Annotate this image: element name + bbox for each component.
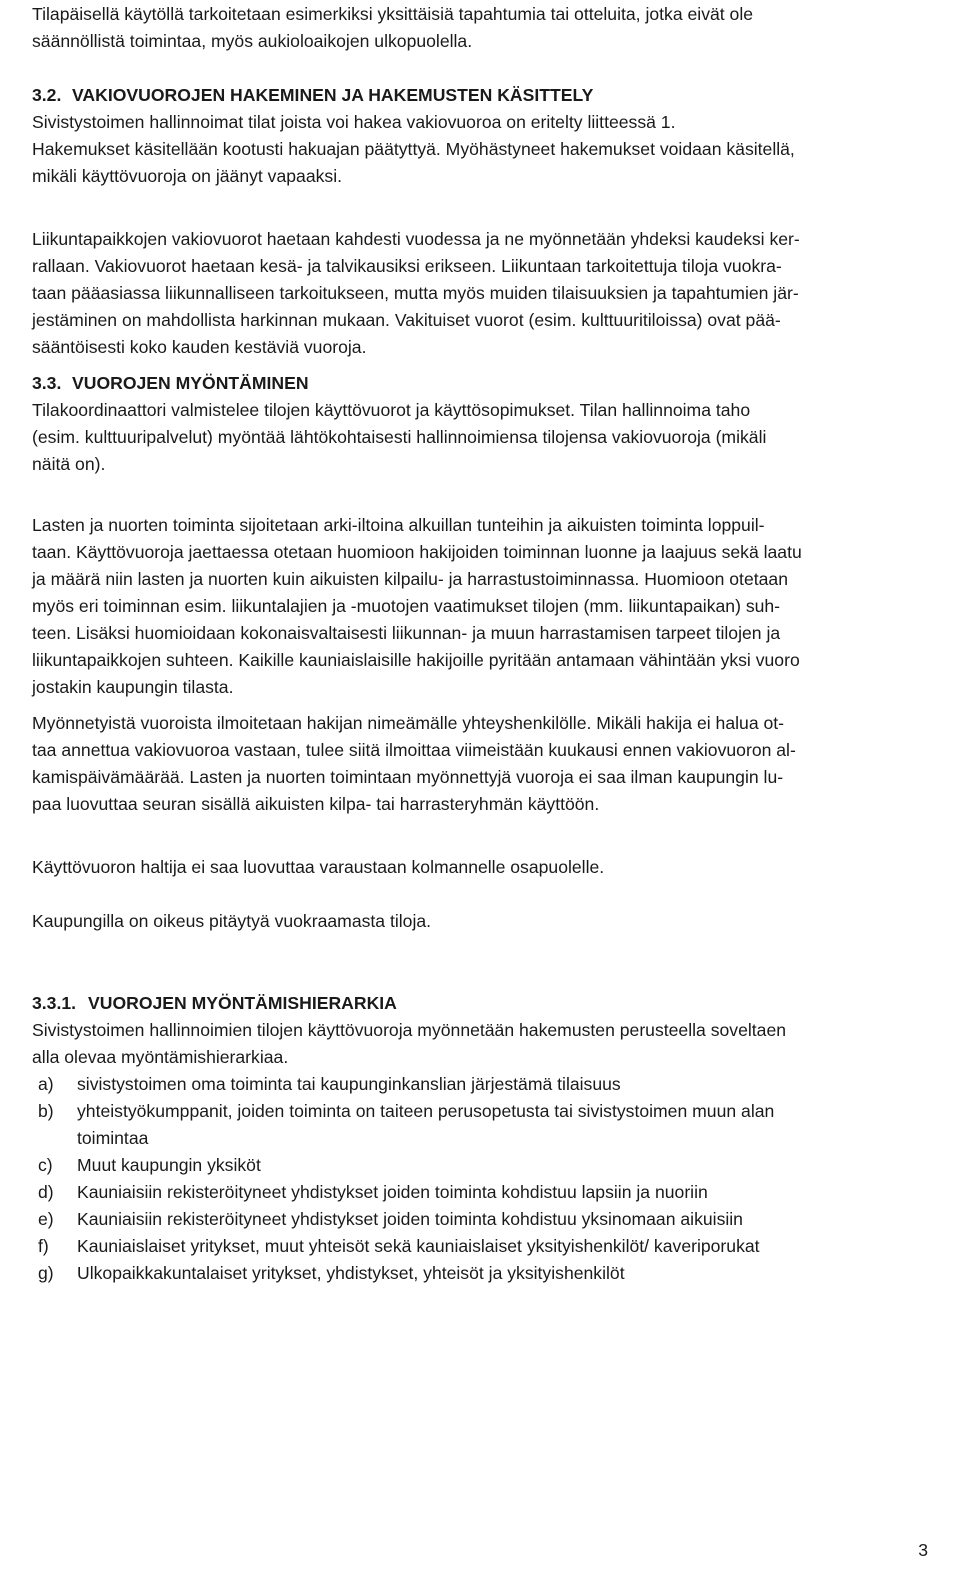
paragraph: [32, 397, 932, 478]
text-line: Kaupungilla on oikeus pitäytyä vuokraamasta tiloja.: [32, 911, 432, 931]
text-line: taa annettua vakiovuoroa vastaan, tulee siitä ilmoittaa viimeistään kuukausi ennen vakiovuoron al-: [32, 740, 796, 760]
text-line: ja määrä niin lasten ja nuorten kuin aikuisten kilpailu- ja harrastustoiminnassa. Huomioon otetaan: [32, 569, 788, 589]
list-marker: c): [38, 1155, 53, 1175]
list-marker: g): [38, 1263, 54, 1283]
text-line: Lasten ja nuorten toiminta sijoitetaan arki-iltoina alkuillan tunteihin ja aikuisten toiminta loppuil-: [32, 515, 765, 535]
paragraph: [32, 854, 932, 881]
section-title: VAKIOVUOROJEN HAKEMINEN JA HAKEMUSTEN KÄSITTELY: [72, 85, 594, 105]
text-line: myös eri toiminnan esim. liikuntalajien ja -muotojen vaatimukset tilojen (mm. liikuntapaikan) suh-: [32, 596, 781, 616]
list-item-text: toimintaa: [77, 1128, 149, 1148]
list-item: [32, 1206, 932, 1233]
list-item-text: Kauniaisiin rekisteröityneet yhdistykset joiden toiminta kohdistuu yksinomaan aikuisiin: [77, 1209, 743, 1229]
list-item-text: yhteistyökumppanit, joiden toiminta on taiteen perusopetusta tai sivistystoimen muun alan: [77, 1101, 775, 1121]
text-line: jostakin kaupungin tilasta.: [32, 677, 234, 697]
section-title: VUOROJEN MYÖNTÄMISHIERARKIA: [88, 993, 397, 1013]
text-line: Sivistystoimen hallinnoimien tilojen käyttövuoroja myönnetään hakemusten perusteella soveltaen: [32, 1020, 787, 1040]
list-item-text: Muut kaupungin yksiköt: [77, 1155, 261, 1175]
list-marker: a): [38, 1074, 54, 1094]
intro-paragraph: [32, 1, 932, 55]
text-line: (esim. kulttuuripalvelut) myöntää lähtökohtaisesti hallinnoimiensa tilojensa vakiovuoroja (mikäli: [32, 427, 767, 447]
list-marker: e): [38, 1209, 54, 1229]
section-heading-3-3-1: [32, 990, 932, 1017]
paragraph: [32, 908, 932, 935]
text-line: taan. Käyttövuoroja jaettaessa otetaan huomioon hakijoiden toiminnan luonne ja laajuus sekä laatu: [32, 542, 802, 562]
list-marker: d): [38, 1182, 54, 1202]
text-line: näitä on).: [32, 454, 106, 474]
list-item: [32, 1152, 932, 1179]
text-line: teen. Lisäksi huomioidaan kokonaisvaltaisesti liikunnan- ja muun harrastamisen tarpeet tilojen ja: [32, 623, 781, 643]
section-number: 3.3.: [32, 373, 62, 393]
list-item: [32, 1260, 932, 1287]
list-marker: f): [38, 1236, 49, 1256]
page-number: 3: [918, 1540, 928, 1560]
section-heading-3-2: [32, 82, 932, 109]
text-line: mikäli käyttövuoroja on jäänyt vapaaksi.: [32, 166, 343, 186]
text-line: Tilakoordinaattori valmistelee tilojen käyttövuorot ja käyttösopimukset. Tilan hallinnoima taho: [32, 400, 751, 420]
text-line: liikuntapaikkojen suhteen. Kaikille kauniaislaisille hakijoille pyritään antamaan vähintään yksi vuoro: [32, 650, 800, 670]
text-line: taan pääasiassa liikunnalliseen tarkoitukseen, mutta myös muiden tilaisuuksien ja tapahtumien jär-: [32, 283, 799, 303]
section-number: 3.3.1.: [32, 993, 77, 1013]
list-item-text: Ulkopaikkakuntalaiset yritykset, yhdistykset, yhteisöt ja yksityishenkilöt: [77, 1263, 625, 1283]
text-line: säännöllistä toimintaa, myös aukioloaikojen ulkopuolella.: [32, 31, 473, 51]
text-line: Tilapäisellä käytöllä tarkoitetaan esimerkiksi yksittäisiä tapahtumia tai otteluita, jotka eivät ole: [32, 4, 754, 24]
paragraph: [32, 512, 932, 701]
list-marker: b): [38, 1101, 54, 1121]
text-line: paa luovuttaa seuran sisällä aikuisten kilpa- tai harrasteryhmän käyttöön.: [32, 794, 600, 814]
list-item-text: sivistystoimen oma toiminta tai kaupunginkanslian järjestämä tilaisuus: [77, 1074, 621, 1094]
text-line: Sivistystoimen hallinnoimat tilat joista voi hakea vakiovuoroa on eritelty liitteessä 1.: [32, 112, 676, 132]
paragraph: [32, 710, 932, 818]
text-line: Liikuntapaikkojen vakiovuorot haetaan kahdesti vuodessa ja ne myönnetään yhdeksi kaudeksi ker-: [32, 229, 800, 249]
text-line: Hakemukset käsitellään kootusti hakuajan päätyttyä. Myöhästyneet hakemukset voidaan käsitellä,: [32, 139, 795, 159]
text-line: alla olevaa myöntämishierarkiaa.: [32, 1047, 289, 1067]
list-item: [32, 1233, 932, 1260]
list-item: [32, 1179, 932, 1206]
paragraph: [32, 1017, 932, 1071]
section-heading-3-3: [32, 370, 932, 397]
paragraph: [32, 109, 932, 190]
list-item: [32, 1098, 932, 1152]
section-number: 3.2.: [32, 85, 62, 105]
section-title: VUOROJEN MYÖNTÄMINEN: [72, 373, 309, 393]
text-line: kamispäivämäärää. Lasten ja nuorten toimintaan myönnettyjä vuoroja ei saa ilman kaupungin lu-: [32, 767, 784, 787]
list-item: [32, 1071, 932, 1098]
text-line: Myönnetyistä vuoroista ilmoitetaan hakijan nimeämälle yhteyshenkilölle. Mikäli hakija ei halua ot-: [32, 713, 785, 733]
hierarchy-list: [32, 1071, 932, 1287]
text-line: Käyttövuoron haltija ei saa luovuttaa varaustaan kolmannelle osapuolelle.: [32, 857, 605, 877]
list-item-text: Kauniaisiin rekisteröityneet yhdistykset joiden toiminta kohdistuu lapsiin ja nuoriin: [77, 1182, 708, 1202]
list-item-text: Kauniaislaiset yritykset, muut yhteisöt sekä kauniaislaiset yksityishenkilöt/ kaveriporukat: [77, 1236, 760, 1256]
text-line: rallaan. Vakiovuorot haetaan kesä- ja talvikausiksi erikseen. Liikuntaan tarkoitettuja tiloja vuokra-: [32, 256, 782, 276]
text-line: jestäminen on mahdollista harkinnan mukaan. Vakituiset vuorot (esim. kulttuuritiloissa) ovat pää-: [32, 310, 781, 330]
text-line: sääntöisesti koko kauden kestäviä vuoroja.: [32, 337, 367, 357]
paragraph: [32, 226, 932, 361]
